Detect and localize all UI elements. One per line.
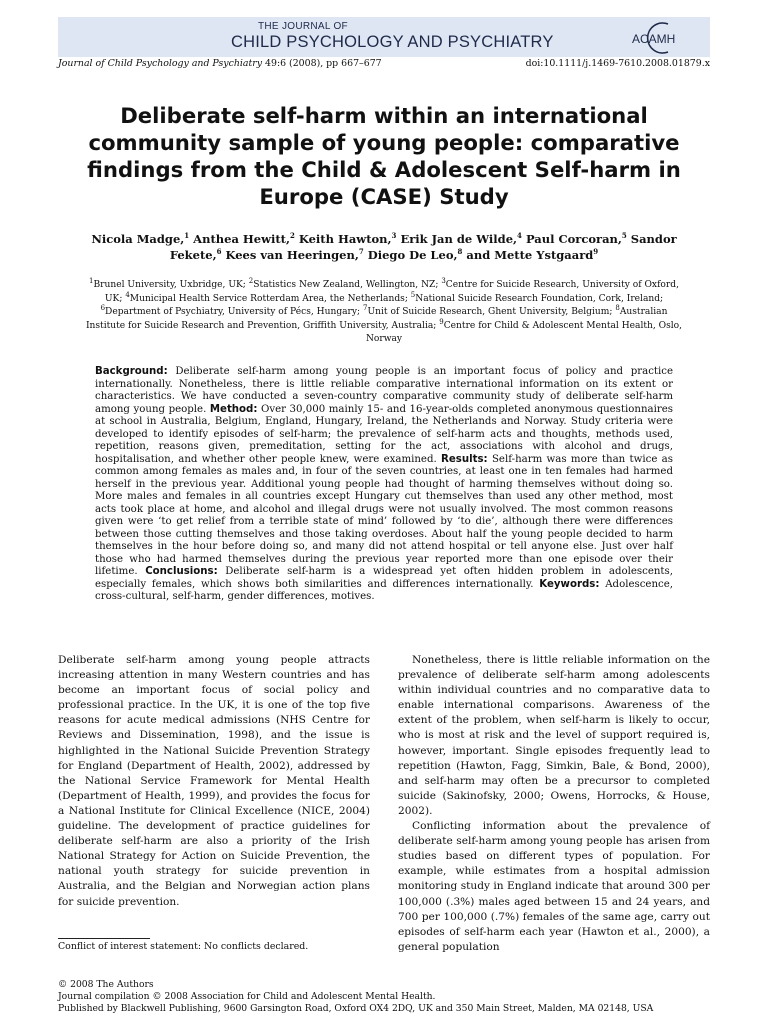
compilation-note: Journal compilation © 2008 Association for Child and Adolescent Mental Health. — [58, 991, 436, 1002]
affiliation-text: Municipal Health Service Rotterdam Area, the Netherlands; — [129, 293, 408, 304]
affiliations — [84, 276, 684, 347]
author-affiliation-marker: 8 — [457, 247, 463, 257]
affiliation-text: Centre for Suicide Research, University of Oxford, UK; — [104, 280, 679, 304]
copyright: © 2008 The Authors — [58, 979, 154, 990]
article-title: Deliberate self-harm within an international community sample of young people: comparative findings from the Child & Adolescent Self-harm in Europe (CASE) Study — [87, 103, 681, 209]
body-right-column — [398, 653, 710, 955]
logo-text: ACAMH — [632, 32, 676, 46]
paragraph: Nonetheless, there is little reliable information on the prevalence of deliberate self-harm among adolescents within individual countries and no comparative data to enable international comparisons. Awareness of the extent of the problem, when self-harm is likely to occur, who is most at risk and the level of support required is, however, important. Single episodes frequently lead to repetition (Hawton, Fagg, Simkin, Bale, & Bond, 2000), and self-harm may often be a precursor to completed suicide (Sakinofsky, 2000; Owens, Horrocks, & House, 2002). — [398, 654, 710, 817]
conclusions-text: Deliberate self-harm is a widespread yet often hidden problem in adolescents, especially females, which shows both similarities and differences internationally. — [95, 566, 673, 590]
results-text: Self-harm was more than twice as common among females as males and, in four of the seven countries, at least one in ten females had harmed herself in the previous year. Additional young people had thought of harming themselves without doing so. More males and females in all countries except Hungary cut themselves than used any other method, most acts took place at home, and alcohol and illegal drugs were not usually involved. The most common reasons given were ‘to get relief from a terrible state of mind’ followed by ‘to die’, although there were differences between those cutting themselves and those taking overdoses. About half the young people decided to harm themselves in the hour before doing so, and many did not attend hospital or tell anyone else. Just over half those who had harmed themselves during the previous year reported more than one episode over their lifetime. — [95, 453, 673, 577]
author-name: Erik Jan de Wilde, — [400, 232, 518, 246]
background-label: Background: — [95, 366, 168, 377]
journal-name: Journal of Child Psychology and Psychiatry — [58, 58, 263, 69]
author-name: Anthea Hewitt, — [193, 232, 290, 246]
body-left-column — [58, 653, 370, 910]
method-label: Method: — [209, 403, 258, 415]
author-affiliation-marker: 2 — [289, 231, 295, 241]
author-affiliation-marker: 4 — [517, 231, 522, 241]
conflict-statement: Conflict of interest statement: No conflicts declared. — [58, 941, 309, 952]
author-affiliation-marker: 1 — [184, 231, 190, 241]
author-name: Nicola Madge, — [91, 232, 185, 246]
affiliation-text: Australian Institute for Suicide Research and Prevention, Griffith University, Australia; — [85, 307, 668, 331]
affiliation-marker: 2 — [248, 276, 254, 285]
author-list — [84, 231, 684, 263]
affiliation-marker: 6 — [100, 304, 106, 313]
masthead-small-text: THE JOURNAL OF — [258, 21, 348, 32]
acamh-logo-icon — [616, 21, 708, 55]
footnote-divider — [58, 938, 150, 939]
author-affiliation-marker: 5 — [621, 231, 627, 241]
citation-line — [58, 58, 382, 69]
affiliation-text: National Suicide Research Foundation, Cork, Ireland; — [415, 293, 664, 304]
publisher-note: Published by Blackwell Publishing, 9600 Garsington Road, Oxford OX4 2DQ, UK and 350 Main Street, Malden, MA 02148, USA — [58, 1003, 654, 1014]
affiliation-marker: 8 — [615, 304, 620, 313]
affiliation-marker: 3 — [441, 276, 446, 285]
author-name: Paul Corcoran, — [525, 232, 622, 246]
author-name: and Mette Ystgaard — [466, 248, 594, 262]
affiliation-text: Brunel University, Uxbridge, UK; — [93, 280, 246, 290]
keywords-label: Keywords: — [539, 578, 600, 590]
author-affiliation-marker: 9 — [593, 247, 599, 257]
results-label: Results: — [441, 453, 488, 465]
journal-masthead — [58, 17, 710, 57]
affiliation-text: Statistics New Zealand, Wellington, NZ; — [253, 280, 439, 290]
paragraph: Deliberate self-harm among young people attracts increasing attention in many Western countries and has become an important focus of social policy and professional practice. In the UK, it is one of the top five reasons for acute medical admissions (NHS Centre for Reviews and Dissemination, 1998), and the issue is highlighted in the National Suicide Prevention Strategy for England (Department of Health, 2002), addressed by the National Service Framework for Mental Health (Department of Health, 1999), and provides the focus for a National Institute for Clinical Excellence (NICE, 2004) guideline. The development of practice guidelines for deliberate self-harm are also a priority of the Irish National Strategy for Action on Suicide Prevention, the national youth strategy for suicide prevention in Australia, and the Belgian and Norwegian action plans for suicide prevention. — [58, 654, 370, 908]
paragraph: Conflicting information about the prevalence of deliberate self-harm among young people has arisen from studies based on different types of population. For example, while estimates from a hospital admission monitoring study in England indicate that around 300 per 100,000 (.3%) males aged between 15 and 24 years, and 700 per 100,000 (.7%) females of the same age, carry out episodes of self-harm each year (Hawton et al., 2000), a general population — [398, 820, 710, 953]
page-footer — [58, 979, 718, 1015]
author-name: Keith Hawton, — [298, 232, 392, 246]
author-affiliation-marker: 3 — [391, 231, 397, 241]
affiliation-marker: 1 — [89, 276, 94, 285]
affiliation-marker: 7 — [363, 304, 368, 313]
author-affiliation-marker: 6 — [216, 247, 222, 257]
affiliation-marker: 5 — [410, 290, 416, 299]
affiliation-marker: 9 — [439, 317, 444, 326]
journal-volume: 49:6 (2008), pp 667–677 — [265, 58, 382, 69]
affiliation-text: Department of Psychiatry, University of Pécs, Hungary; — [105, 307, 361, 318]
author-name: Diego De Leo, — [367, 248, 458, 262]
author-name: Sandor Fekete, — [169, 232, 677, 262]
doi[interactable]: doi:10.1111/j.1469-7610.2008.01879.x — [525, 58, 710, 69]
author-affiliation-marker: 7 — [358, 247, 364, 257]
affiliation-marker: 4 — [125, 290, 130, 299]
author-name: Kees van Heeringen, — [225, 248, 359, 262]
background-text: Deliberate self-harm among young people is an important focus of policy and practice internationally. Nonetheless, there is little reliable comparative international information on its extent or characteristics. We have conducted a seven-country comparative community study of deliberate self-harm among young people. — [95, 366, 673, 415]
keywords-text: Adolescence, cross-cultural, self-harm, gender differences, motives. — [95, 578, 673, 602]
conclusions-label: Conclusions: — [145, 566, 218, 577]
affiliation-text: Unit of Suicide Research, Ghent University, Belgium; — [367, 307, 613, 318]
method-text: Over 30,000 mainly 15- and 16-year-olds completed anonymous questionnaires at school in Australia, Belgium, England, Hungary, Ireland, the Netherlands and Norway. Study criteria were developed to identify episodes of self-harm; the prevalence of self-harm acts and thoughts, methods used, repetition, reasons given, premeditation, setting for the act, associations with alcohol and drugs, hospitalisation, and whether other people knew, were examined. — [95, 403, 673, 465]
masthead-journal-title: CHILD PSYCHOLOGY AND PSYCHIATRY — [231, 33, 554, 51]
abstract — [95, 366, 673, 604]
affiliation-text: Centre for Child & Adolescent Mental Health, Oslo, Norway — [365, 320, 683, 345]
